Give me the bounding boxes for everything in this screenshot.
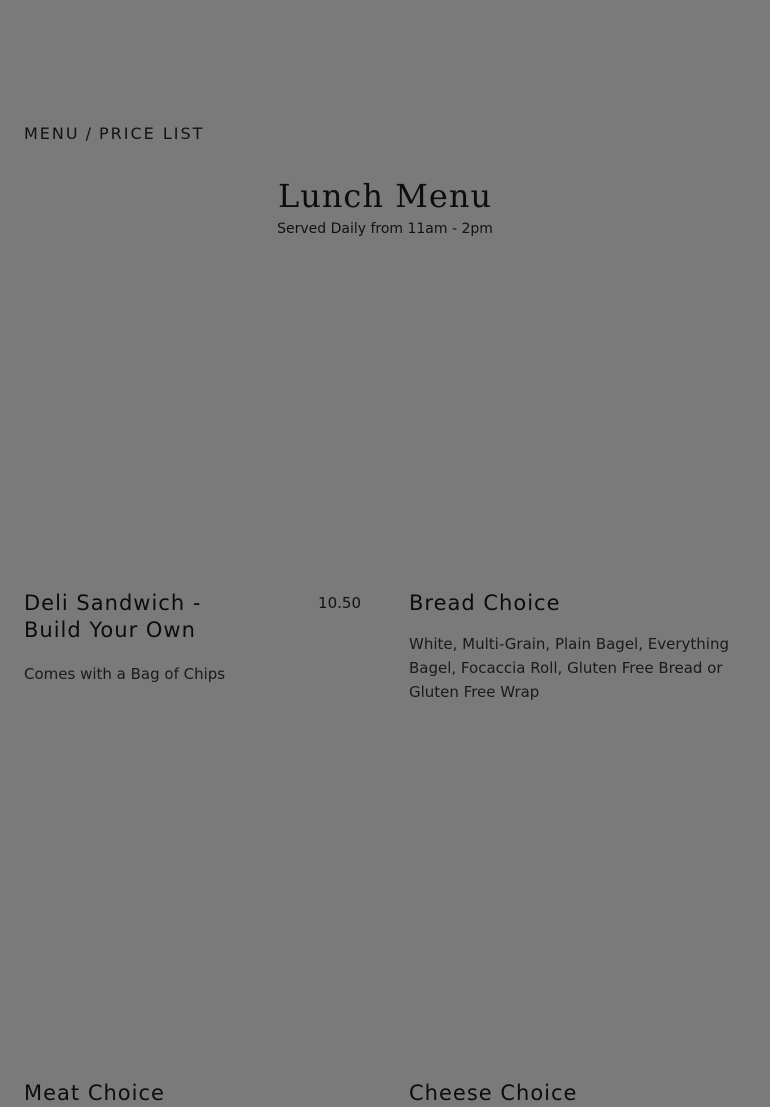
breadcrumb — [24, 124, 204, 143]
menu-item-deli-sandwich — [24, 590, 361, 686]
breadcrumb-current: PRICE LIST — [98, 124, 205, 143]
breadcrumb-separator: / — [85, 124, 93, 143]
page-subtitle: Served Daily from 11am - 2pm — [277, 221, 493, 237]
menu-item-bread-choice — [409, 590, 739, 704]
menu-item-name: Meat Choice — [24, 1081, 165, 1105]
menu-item-name: Bread Choice — [409, 591, 561, 615]
breadcrumb-menu-link[interactable]: MENU — [24, 124, 80, 143]
menu-item-description: White, Multi-Grain, Plain Bagel, Everything Bagel, Focaccia Roll, Gluten Free Bread or Gluten Free Wrap — [409, 635, 729, 701]
menu-item-price: 10.50 — [318, 594, 361, 612]
page-title: Lunch Menu — [277, 177, 493, 215]
menu-item-description: Comes with a Bag of Chips — [24, 665, 226, 683]
menu-item-meat-choice — [24, 1080, 361, 1107]
menu-item-name: Cheese Choice — [409, 1081, 578, 1105]
menu-item-name: Deli Sandwich - Build Your Own — [24, 591, 202, 642]
menu-item-cheese-choice — [409, 1080, 739, 1107]
